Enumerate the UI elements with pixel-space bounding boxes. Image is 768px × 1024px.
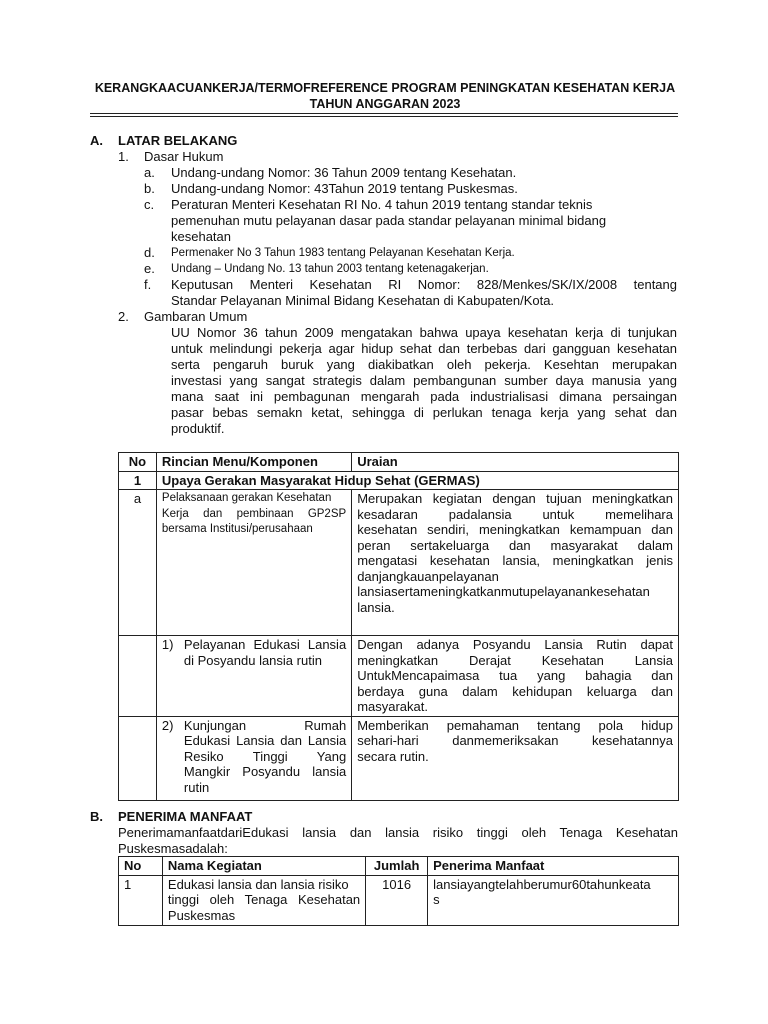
cell-line: di Posyandu lansia rutin — [183, 652, 322, 668]
law-item-letter: f. — [144, 277, 152, 292]
item-body — [184, 718, 346, 796]
cell-line: peran sertakeluarga dan masyarakat dalam — [357, 537, 673, 553]
law-item-letter: b. — [144, 181, 155, 196]
cell-line: s — [433, 892, 440, 907]
item-body — [184, 637, 346, 668]
paragraph-line: mana saat ini pembagunan mengarah pada industrialisasi dimana persaingan — [171, 389, 677, 404]
table-header-cell: Uraian — [352, 453, 679, 472]
cell-line: Mangkir Posyandu lansia — [183, 764, 347, 779]
table-group-row — [119, 471, 679, 490]
table-header-cell: Nama Kegiatan — [162, 857, 365, 876]
law-item-text: kesehatan — [171, 229, 231, 244]
paragraph-line: untuk melindungi pekerja agar hidup sehat dan terbebas dari gangguan kesehatan — [171, 341, 677, 356]
table-row — [119, 875, 679, 925]
section-b-intro-line: PenerimamanfaatdariEdukasi lansia dan lansia risiko tinggi oleh Tenaga Kesehatan — [118, 825, 678, 840]
table-header-cell: Penerima Manfaat — [428, 857, 679, 876]
cell-line: Kerja dan pembinaan GP2SP — [161, 507, 347, 520]
law-item-text: Undang – Undang No. 13 tahun 2003 tentang ketenagakerjan. — [171, 263, 489, 275]
row-no: a — [119, 490, 157, 636]
cell-line: Edukasi lansia dan lansia risiko — [167, 876, 349, 892]
cell-line: kesehatan sendiri, meningkatkan kemampuan dan — [357, 522, 673, 537]
cell-line: lansiasertameningkatkanmutupelayanankesehatan — [357, 584, 650, 599]
gambaran-umum-label: Gambaran Umum — [144, 309, 248, 324]
item-num: 2) — [161, 717, 174, 733]
cell-line: Dengan adanya Posyandu Lansia Rutin dapat — [357, 637, 673, 652]
row-kegiatan — [162, 875, 365, 925]
table-row — [119, 490, 679, 636]
penerima-table — [118, 856, 679, 926]
row-komponen — [156, 490, 351, 636]
law-item-letter: a. — [144, 165, 155, 180]
cell-line: masyarakat. — [357, 699, 428, 714]
table-header-cell: No — [119, 453, 157, 472]
section-b-intro-line: Puskesmasadalah: — [118, 841, 228, 856]
paragraph-line: produktif. — [171, 421, 225, 436]
dasar-hukum-label: Dasar Hukum — [144, 149, 224, 164]
row-uraian — [352, 490, 679, 636]
row-no: 1 — [119, 875, 163, 925]
cell-line: secara rutin. — [357, 748, 429, 764]
cell-line: Memberikan pemahaman tentang pola hidup — [357, 717, 673, 733]
row-jumlah: 1016 — [366, 875, 428, 925]
gambaran-umum-num: 2. — [118, 309, 129, 324]
law-item-text: Undang-undang Nomor: 36 Tahun 2009 tentang Kesehatan. — [171, 165, 517, 180]
law-item-text: Keputusan Menteri Kesehatan RI Nomor: 828/Menkes/SK/IX/2008 tentang — [171, 277, 677, 292]
cell-line: Kunjungan Rumah — [183, 717, 347, 733]
section-a-letter: A. — [90, 133, 103, 148]
row-uraian — [352, 636, 679, 717]
row-no-empty — [119, 636, 157, 717]
cell-line: rutin — [183, 779, 210, 795]
cell-line: sehari-hari danmemeriksakan kesehatannya — [357, 733, 673, 748]
cell-line: Puskesmas — [167, 907, 236, 923]
section-b-letter: B. — [90, 809, 103, 824]
cell-line: Edukasi Lansia dan Lansia — [183, 733, 347, 748]
cell-line: Pelaksanaan gerakan Kesehatan — [161, 492, 332, 504]
law-item-text: Permenaker No 3 Tahun 1983 tentang Pelayanan Kesehatan Kerja. — [171, 247, 515, 259]
group-no: 1 — [119, 471, 157, 490]
cell-line: kesadaran padalansia untuk memelihara — [357, 506, 673, 522]
gambaran-umum-paragraph — [171, 325, 677, 437]
cell-line: mengatasi kesehatan lansia, meningkatkan jenis — [357, 553, 673, 568]
row-penerima — [428, 875, 679, 925]
cell-line: lansia. — [357, 599, 395, 615]
table-row — [119, 716, 679, 800]
document-title-line2: TAHUN ANGGARAN 2023 — [309, 97, 461, 111]
cell-line: tinggi oleh Tenaga Kesehatan — [167, 892, 361, 907]
section-b-heading: PENERIMA MANFAAT — [118, 809, 253, 824]
rincian-table — [118, 452, 679, 801]
table-header-cell: Rincian Menu/Komponen — [156, 453, 351, 472]
row-uraian — [352, 716, 679, 800]
table-header-cell: No — [119, 857, 163, 876]
cell-line: danjangkauanpelayanan — [357, 568, 499, 584]
paragraph-line: serta pengaruh buruk yang diakibatkan oleh pekerja. Kesehtan merupakan — [171, 357, 677, 372]
numbered-item — [162, 637, 346, 668]
cell-line: bersama Institusi/perusahaan — [161, 523, 313, 535]
table-row — [119, 636, 679, 717]
paragraph-line: investasi yang sangat strategis dalam pembangunan sumber daya manusia yang — [171, 373, 677, 388]
numbered-item — [162, 718, 346, 796]
group-title: Upaya Gerakan Masyarakat Hidup Sehat (GERMAS) — [156, 471, 678, 490]
law-item-letter: e. — [144, 261, 155, 276]
table-header-row — [119, 453, 679, 472]
paragraph-line: UU Nomor 36 tahun 2009 mengatakan bahwa upaya kesehatan kerja di tunjukan — [171, 325, 677, 340]
law-item-text: Peraturan Menteri Kesehatan RI No. 4 tahun 2019 tentang standar teknis — [171, 197, 593, 212]
section-a-heading: LATAR BELAKANG — [118, 133, 238, 148]
law-item-text: pemenuhan mutu pelayanan dasar pada standar pelayanan minimal bidang — [171, 213, 607, 228]
cell-line: Merupakan kegiatan dengan tujuan meningkatkan — [357, 491, 673, 506]
cell-line: meningkatkan Derajat Kesehatan Lansia — [357, 652, 673, 668]
cell-line: lansiayangtelahberumur60tahunkeata — [433, 876, 651, 892]
law-item-text: Undang-undang Nomor: 43Tahun 2019 tentang Puskesmas. — [171, 181, 518, 196]
item-num: 1) — [161, 637, 174, 652]
row-komponen — [156, 636, 351, 717]
table-header-cell: Jumlah — [366, 857, 428, 876]
cell-line: UntukMencapaimasa tua yang bahagia dan — [357, 668, 673, 683]
cell-line: Pelayanan Edukasi Lansia — [183, 637, 347, 652]
law-item-text: Standar Pelayanan Minimal Bidang Kesehatan di Kabupaten/Kota. — [171, 293, 555, 308]
cell-line: berdaya guna dalam kehidupan keluarga dan — [357, 683, 673, 699]
table-header-row — [119, 857, 679, 876]
title-rule-bottom — [90, 116, 678, 117]
document-title-line1: KERANGKAACUANKERJA/TERMOFREFERENCE PROGRAM PENINGKATAN KESEHATAN KERJA — [94, 81, 676, 95]
paragraph-line: pasar bebas semakn ketat, sehingga di perlukan tenaga kerja yang sehat dan — [171, 405, 677, 420]
law-item-letter: c. — [144, 197, 155, 212]
title-rule-top — [90, 113, 678, 114]
dasar-hukum-num: 1. — [118, 149, 129, 164]
row-komponen — [156, 716, 351, 800]
row-no-empty — [119, 716, 157, 800]
law-item-letter: d. — [144, 245, 155, 260]
cell-line: Resiko Tinggi Yang — [183, 748, 347, 764]
